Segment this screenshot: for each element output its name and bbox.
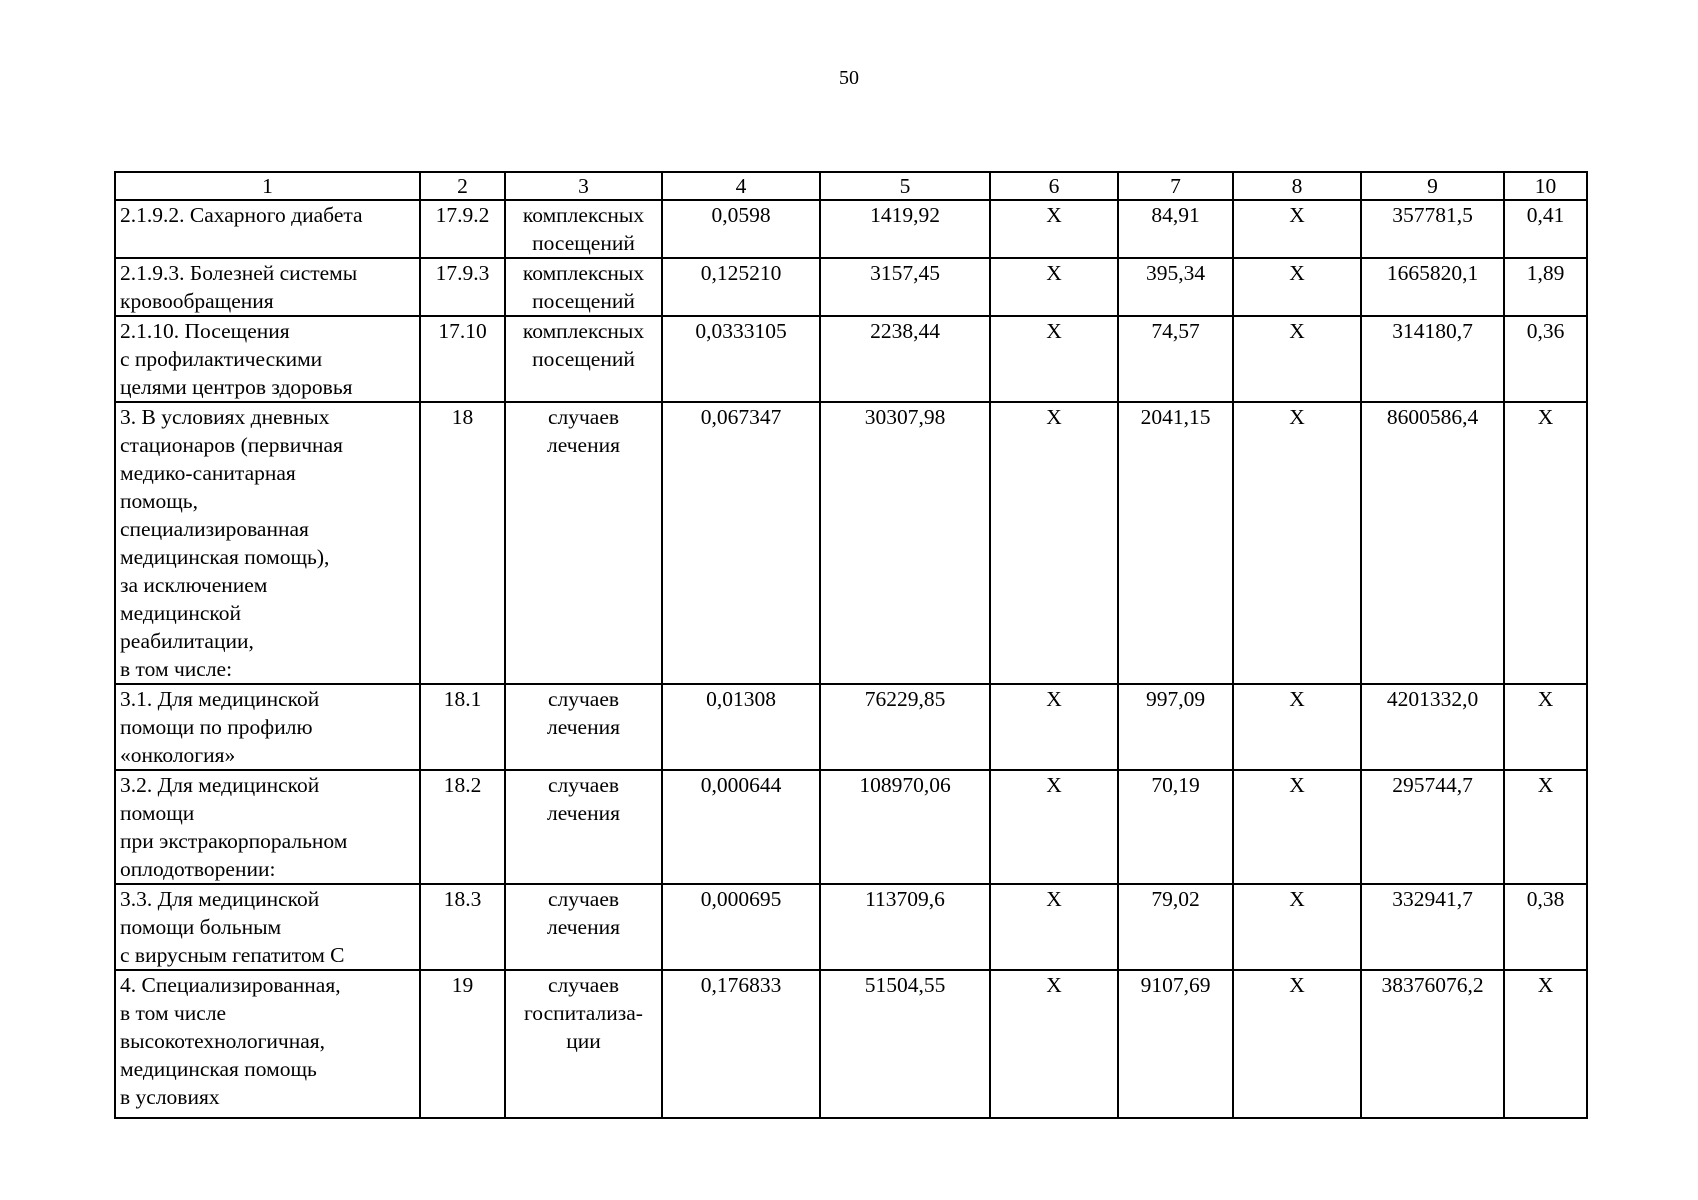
cell-col7: 395,34: [1118, 258, 1233, 316]
row-unit: случаев лечения: [505, 884, 662, 970]
row-name: 3. В условиях дневных стационаров (первичная медико-санитарная помощь, специализированная медицинская помощь), за исключением медицинской реабилитации, в том числе:: [115, 402, 420, 684]
cell-col9: 1665820,1: [1361, 258, 1504, 316]
row-code: 18: [420, 402, 505, 684]
row-unit: случаев лечения: [505, 402, 662, 684]
table-row: [115, 970, 1587, 1118]
data-table: [114, 171, 1588, 1119]
cell-col5: 3157,45: [820, 258, 990, 316]
table-row: [115, 684, 1587, 770]
cell-col8: Х: [1233, 684, 1361, 770]
cell-col9: 295744,7: [1361, 770, 1504, 884]
row-name: 3.1. Для медицинской помощи по профилю «онкология»: [115, 684, 420, 770]
cell-col6: Х: [990, 402, 1118, 684]
row-code: 19: [420, 970, 505, 1118]
cell-col5: 30307,98: [820, 402, 990, 684]
cell-col7: 84,91: [1118, 200, 1233, 258]
cell-col7: 79,02: [1118, 884, 1233, 970]
cell-col5: 2238,44: [820, 316, 990, 402]
cell-col8: Х: [1233, 316, 1361, 402]
row-name: 2.1.9.2. Сахарного диабета: [115, 200, 420, 258]
row-name: 2.1.10. Посещения с профилактическими целями центров здоровья: [115, 316, 420, 402]
cell-col9: 8600586,4: [1361, 402, 1504, 684]
cell-col10: 1,89: [1504, 258, 1587, 316]
cell-col10: Х: [1504, 402, 1587, 684]
cell-col10: Х: [1504, 684, 1587, 770]
row-code: 17.9.2: [420, 200, 505, 258]
column-number: 8: [1233, 172, 1361, 200]
cell-col7: 2041,15: [1118, 402, 1233, 684]
table-row: [115, 884, 1587, 970]
column-number: 3: [505, 172, 662, 200]
cell-col10: Х: [1504, 970, 1587, 1118]
cell-col4: 0,000695: [662, 884, 820, 970]
row-name: 3.2. Для медицинской помощи при экстракорпоральном оплодотворении:: [115, 770, 420, 884]
cell-col6: Х: [990, 884, 1118, 970]
cell-col4: 0,176833: [662, 970, 820, 1118]
column-number: 10: [1504, 172, 1587, 200]
cell-col10: 0,38: [1504, 884, 1587, 970]
cell-col7: 9107,69: [1118, 970, 1233, 1118]
cell-col6: Х: [990, 684, 1118, 770]
row-code: 18.2: [420, 770, 505, 884]
cell-col8: Х: [1233, 200, 1361, 258]
cell-col9: 314180,7: [1361, 316, 1504, 402]
cell-col10: 0,41: [1504, 200, 1587, 258]
row-unit: случаев лечения: [505, 770, 662, 884]
column-number-row: [115, 172, 1587, 200]
cell-col8: Х: [1233, 970, 1361, 1118]
column-number: 1: [115, 172, 420, 200]
column-number: 4: [662, 172, 820, 200]
cell-col5: 108970,06: [820, 770, 990, 884]
column-number: 2: [420, 172, 505, 200]
cell-col9: 4201332,0: [1361, 684, 1504, 770]
cell-col7: 997,09: [1118, 684, 1233, 770]
column-number: 9: [1361, 172, 1504, 200]
table-row: [115, 316, 1587, 402]
row-unit: комплексных посещений: [505, 258, 662, 316]
cell-col4: 0,125210: [662, 258, 820, 316]
row-name: 4. Специализированная, в том числе высокотехнологичная, медицинская помощь в условиях: [115, 970, 420, 1118]
table-row: [115, 258, 1587, 316]
cell-col7: 74,57: [1118, 316, 1233, 402]
row-name: 3.3. Для медицинской помощи больным с вирусным гепатитом С: [115, 884, 420, 970]
cell-col6: Х: [990, 316, 1118, 402]
table-row: [115, 770, 1587, 884]
cell-col4: 0,01308: [662, 684, 820, 770]
row-unit: случаев госпитализа- ции: [505, 970, 662, 1118]
row-code: 18.3: [420, 884, 505, 970]
cell-col9: 38376076,2: [1361, 970, 1504, 1118]
cell-col9: 357781,5: [1361, 200, 1504, 258]
row-unit: комплексных посещений: [505, 316, 662, 402]
row-name: 2.1.9.3. Болезней системы кровообращения: [115, 258, 420, 316]
cell-col6: Х: [990, 770, 1118, 884]
cell-col5: 51504,55: [820, 970, 990, 1118]
cell-col5: 76229,85: [820, 684, 990, 770]
cell-col4: 0,0598: [662, 200, 820, 258]
cell-col5: 1419,92: [820, 200, 990, 258]
page-number: 50: [839, 67, 859, 89]
row-code: 18.1: [420, 684, 505, 770]
row-unit: комплексных посещений: [505, 200, 662, 258]
cell-col8: Х: [1233, 258, 1361, 316]
column-number: 5: [820, 172, 990, 200]
row-code: 17.10: [420, 316, 505, 402]
cell-col5: 113709,6: [820, 884, 990, 970]
cell-col7: 70,19: [1118, 770, 1233, 884]
cell-col6: Х: [990, 258, 1118, 316]
cell-col8: Х: [1233, 402, 1361, 684]
column-number: 7: [1118, 172, 1233, 200]
cell-col4: 0,067347: [662, 402, 820, 684]
cell-col6: Х: [990, 200, 1118, 258]
cell-col4: 0,000644: [662, 770, 820, 884]
row-unit: случаев лечения: [505, 684, 662, 770]
cell-col8: Х: [1233, 770, 1361, 884]
cell-col9: 332941,7: [1361, 884, 1504, 970]
row-code: 17.9.3: [420, 258, 505, 316]
cell-col10: Х: [1504, 770, 1587, 884]
cell-col6: Х: [990, 970, 1118, 1118]
table-row: [115, 200, 1587, 258]
cell-col4: 0,0333105: [662, 316, 820, 402]
column-number: 6: [990, 172, 1118, 200]
cell-col10: 0,36: [1504, 316, 1587, 402]
cell-col8: Х: [1233, 884, 1361, 970]
table-row: [115, 402, 1587, 684]
